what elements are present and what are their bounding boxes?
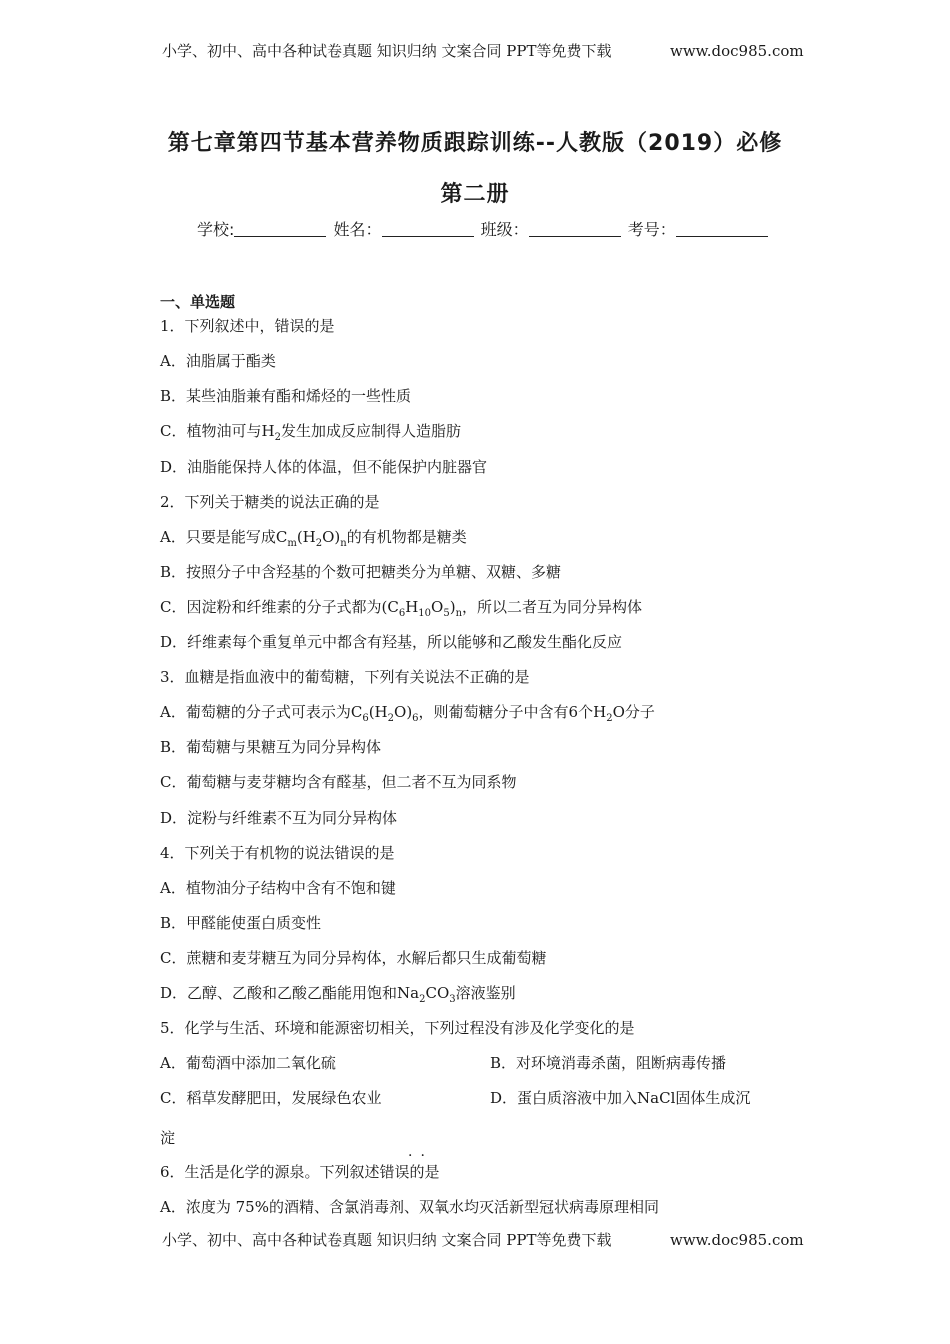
page-footer [162,1230,612,1250]
header-text: 小学、初中、高中各种试卷真题 知识归纳 文案合同 PPT等免费下载 [162,42,612,60]
q2-a-sub-2: 2 [315,538,323,549]
q4-d-sub-3: 3 [449,994,456,1005]
doc-title-line2: 第二册 [440,182,510,207]
q5-stem: 5．化学与生活、环境和能源密切相关，下列过程没有涉及化学变化的是 [160,1019,635,1037]
q1-c-text-post: 发生加成反应制得人造脂肪 [280,422,461,440]
q5-option-d-wrap: 淀 [160,1129,176,1147]
name-blank[interactable] [382,222,474,237]
q4-d-sub-2: 2 [419,994,426,1005]
q3-option-d: D．淀粉与纤维素不互为同分异构体 [160,809,398,827]
q3-a-c: C [350,703,363,721]
school-blank[interactable] [234,222,326,237]
q3-a-sub-2: 2 [387,713,395,724]
q6-stem: 6．生活是化学的源泉。下列叙述错误的是 [160,1163,440,1181]
q2-a-text-post: 的有机物都是糖类 [346,528,467,546]
q5-option-d: D．蛋白质溶液中加入NaCl固体生成沉 [490,1089,751,1107]
q1-c-formula: H [261,422,275,440]
q3-a-o: O) [394,703,413,721]
q4-d-text: D．乙醇、乙酸和乙酸乙酯能用饱和Na [160,984,420,1002]
doc-title-line1: 第七章第四节基本营养物质跟踪训练--人教版（2019）必修 [167,131,783,156]
q2-c-sub-10: 10 [418,608,432,619]
school-label: 学校: [197,220,235,239]
q2-option-a [160,527,467,547]
q4-option-a: A．植物油分子结构中含有不饱和键 [160,879,396,897]
q2-option-c [160,597,642,617]
q3-a-text: A．葡萄糖的分子式可表示为 [160,703,351,721]
footer-text: 小学、初中、高中各种试卷真题 知识归纳 文案合同 PPT等免费下载 [162,1231,612,1249]
class-label: 班级： [480,220,529,239]
q5-option-c: C．稻草发酵肥田，发展绿色农业 [160,1089,382,1107]
emphasis-dots: ·· [408,1148,433,1164]
number-label: 考号： [627,220,676,239]
q4-stem: 4．下列关于有机物的说法错误的是 [160,844,395,862]
q5-option-b: B．对环境消毒杀菌，阻断病毒传播 [490,1054,727,1072]
q1-stem: 1．下列叙述中，错误的是 [160,317,335,335]
q4-option-d [160,983,516,1003]
q1-option-c [160,421,461,441]
q2-c-close: ) [449,598,456,616]
q5-option-a: A．葡萄酒中添加二氧化硫 [160,1054,336,1072]
q6-option-a: A．浓度为 75%的酒精、含氯消毒剂、双氧水均灭活新型冠状病毒原理相同 [160,1198,659,1216]
q2-c-sub-5: 5 [443,608,450,619]
q4-d-co: CO [425,984,450,1002]
q1-c-text: C．植物油可与 [160,422,262,440]
q3-stem: 3．血糖是指血液中的葡萄糖，下列有关说法不正确的是 [160,668,530,686]
q1-option-a: A．油脂属于酯类 [160,352,276,370]
q1-option-d: D．油脂能保持人体的体温，但不能保护内脏器官 [160,458,488,476]
q2-c-sub-n: n [455,608,463,619]
q4-option-c: C．蔗糖和麦芽糖互为同分异构体，水解后都只生成葡萄糖 [160,949,547,967]
q2-a-o: O) [322,528,341,546]
student-info-fields [197,217,770,240]
q2-a-sub-m: m [287,538,297,549]
q2-c-text: C．因淀粉和纤维素的分子式都为(C [160,598,399,616]
name-label: 姓名： [333,220,382,239]
q4-d-text-post: 溶液鉴别 [455,984,516,1002]
q2-c-h: H [405,598,419,616]
q3-option-a [160,702,655,722]
page-header [162,41,612,61]
q3-a-text-post: O分子 [612,703,655,721]
q2-c-text-post: ，所以二者互为同分异构体 [462,598,643,616]
q2-c-sub-6: 6 [398,608,406,619]
q3-option-b: B．葡萄糖与果糖互为同分异构体 [160,738,382,756]
footer-site[interactable]: www.doc985.com [670,1231,804,1249]
q3-a-sub-6: 6 [362,713,369,724]
q3-option-c: C．葡萄糖与麦芽糖均含有醛基，但二者不互为同系物 [160,773,517,791]
q2-c-o: O [431,598,444,616]
q1-c-sub: 2 [274,432,281,443]
q2-a-sub-n: n [340,538,347,549]
q2-a-c: C [275,528,288,546]
q2-a-h: (H [296,528,316,546]
q2-a-text: A．只要是能写成 [160,528,276,546]
header-site[interactable]: www.doc985.com [670,42,804,60]
q1-option-b: B．某些油脂兼有酯和烯烃的一些性质 [160,387,412,405]
q2-option-d: D．纤维素每个重复单元中都含有羟基，所以能够和乙酸发生酯化反应 [160,633,623,651]
q2-stem: 2．下列关于糖类的说法正确的是 [160,493,380,511]
class-blank[interactable] [529,222,621,237]
q3-a-sub-6b: 6 [412,713,419,724]
section-title: 一、单选题 [160,293,236,311]
q3-a-h: (H [368,703,388,721]
q2-option-b: B．按照分子中含羟基的个数可把糖类分为单糖、双糖、多糖 [160,563,562,581]
number-blank[interactable] [676,222,768,237]
q3-a-sub-2b: 2 [606,713,613,724]
q4-option-b: B．甲醛能使蛋白质变性 [160,914,322,932]
q3-a-text-mid: ，则葡萄糖分子中含有6个H [418,703,607,721]
